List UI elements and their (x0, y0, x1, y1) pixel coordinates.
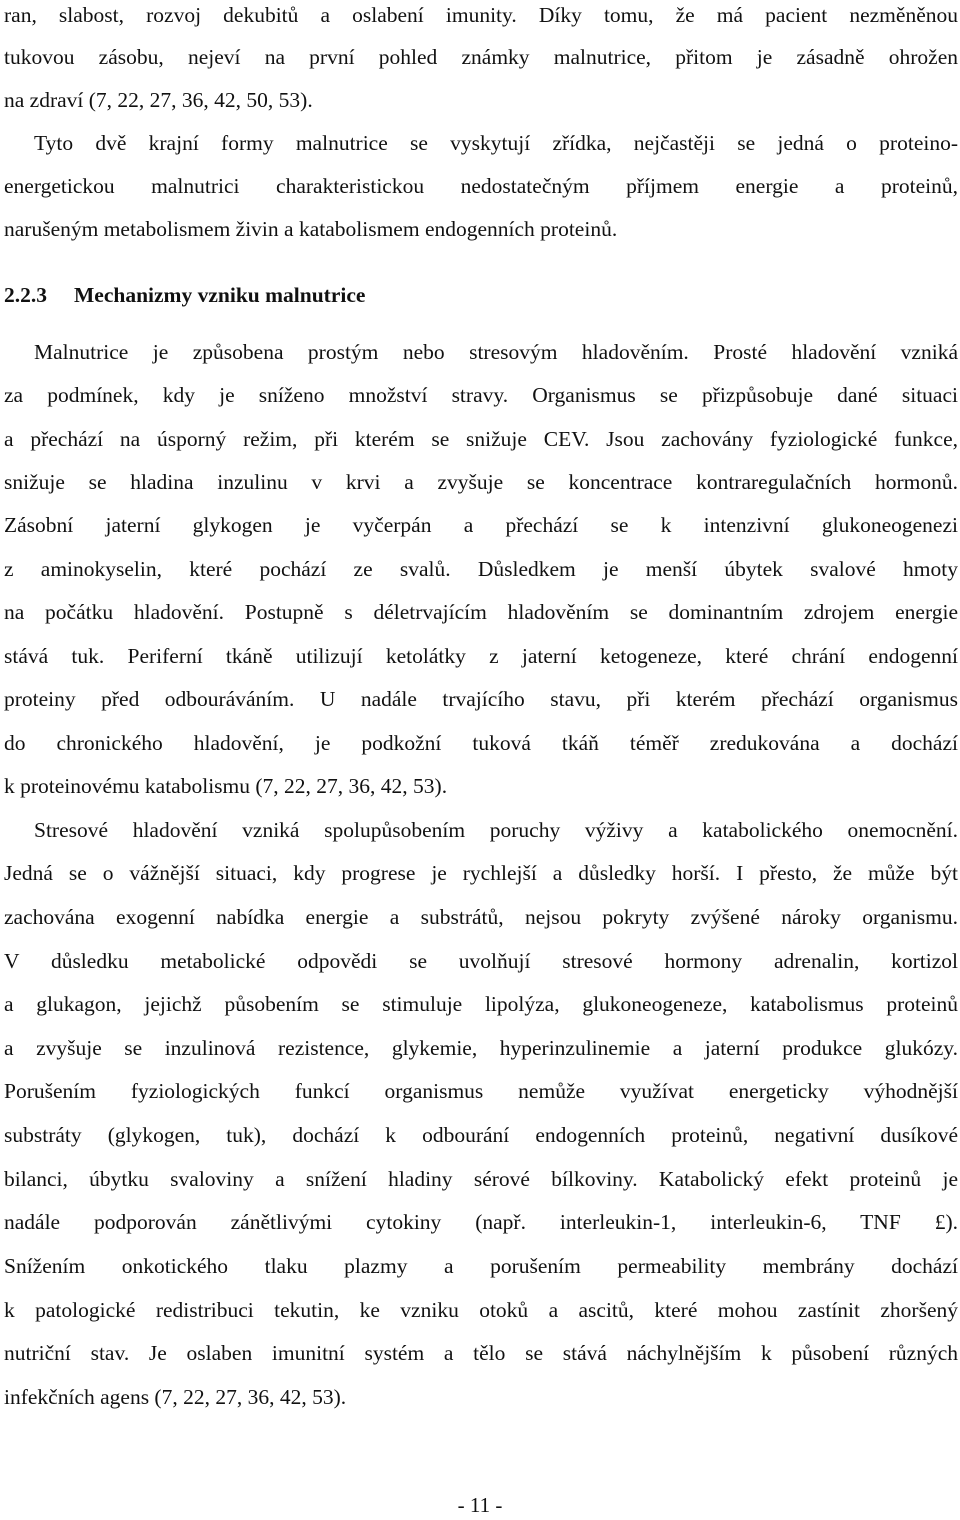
text-line: ran, slabost, rozvoj dekubitů a oslabení imunity. Díky tomu, že má pacient nezměněnou (4, 3, 958, 27)
text-line: a zvyšuje se inzulinová rezistence, glykemie, hyperinzulinemie a jaterní produkce glukózy. (4, 1036, 958, 1060)
page-number: - 11 - (457, 1493, 503, 1517)
text-line: tukovou zásobu, nejeví na první pohled známky malnutrice, přitom je zásadně ohrožen (4, 45, 958, 69)
text-line: infekčních agens (7, 22, 27, 36, 42, 53). (4, 1385, 347, 1409)
text-line: k patologické redistribuci tekutin, ke vzniku otoků a ascitů, které mohou zastínit zhoršený (4, 1298, 958, 1322)
section-title: Mechanizmy vzniku malnutrice (74, 283, 366, 307)
text-line: za podmínek, kdy je sníženo množství stravy. Organismus se přizpůsobuje dané situaci (4, 383, 958, 407)
text-line: Snížením onkotického tlaku plazmy a porušením permeability membrány dochází (4, 1254, 958, 1278)
text-line: narušeným metabolismem živin a katabolismem endogenních proteinů. (4, 217, 618, 241)
section-number: 2.2.3 (4, 283, 47, 307)
text-line: substráty (glykogen, tuk), dochází k odbourání endogenních proteinů, negativní dusíkové (4, 1123, 958, 1147)
text-line: Porušením fyziologických funkcí organismus nemůže využívat energeticky výhodnější (4, 1079, 958, 1103)
text-line: Stresové hladovění vzniká spolupůsobením poruchy výživy a katabolického onemocnění. (34, 818, 958, 842)
text-line: Tyto dvě krajní formy malnutrice se vyskytují zřídka, nejčastěji se jedná o proteino- (34, 131, 958, 155)
text-line: V důsledku metabolické odpovědi se uvolňují stresové hormony adrenalin, kortizol (4, 949, 958, 973)
text-line: a přechází na úsporný režim, při kterém se snižuje CEV. Jsou zachovány fyziologické funkce, (4, 427, 958, 451)
text-line: Zásobní jaterní glykogen je vyčerpán a přechází se k intenzivní glukoneogenezi (4, 513, 958, 537)
text-line: Malnutrice je způsobena prostým nebo stresovým hladověním. Prosté hladovění vzniká (34, 340, 958, 364)
text-line: snižuje se hladina inzulinu v krvi a zvyšuje se koncentrace kontraregulačních hormonů. (4, 470, 958, 494)
text-line: energetickou malnutrici charakteristickou nedostatečným příjmem energie a proteinů, (4, 174, 958, 198)
text-line: na počátku hladovění. Postupně s déletrvajícím hladověním se dominantním zdrojem energie (4, 600, 958, 624)
text-line: a glukagon, jejichž působením se stimuluje lipolýza, glukoneogeneze, katabolismus proteinů (4, 992, 958, 1016)
text-line: stává tuk. Periferní tkáně utilizují ketolátky z jaterní ketogeneze, které chrání endogenní (4, 644, 958, 668)
text-line: k proteinovému katabolismu (7, 22, 27, 36, 42, 53). (4, 774, 448, 798)
text-line: do chronického hladovění, je podkožní tuková tkáň téměř zredukována a dochází (4, 731, 958, 755)
text-line: proteiny před odbouráváním. U nadále trvajícího stavu, při kterém přechází organismus (4, 687, 958, 711)
section-heading (4, 280, 958, 310)
text-line: z aminokyselin, které pochází ze svalů. Důsledkem je menší úbytek svalové hmoty (4, 557, 958, 581)
text-line: nutriční stav. Je oslaben imunitní systém a tělo se stává náchylnějším k působení různých (4, 1341, 958, 1365)
text-line: zachována exogenní nabídka energie a substrátů, nejsou pokryty zvýšené nároky organismu. (4, 905, 958, 929)
text-line: nadále podporován zánětlivými cytokiny (např. interleukin-1, interleukin-6, TNF £). (4, 1210, 958, 1234)
text-line: na zdraví (7, 22, 27, 36, 42, 50, 53). (4, 88, 313, 112)
text-line: bilanci, úbytku svaloviny a snížení hladiny sérové bílkoviny. Katabolický efekt proteinů je (4, 1167, 958, 1191)
text-line: Jedná se o vážnější situaci, kdy progrese je rychlejší a důsledky horší. I přesto, že může být (4, 861, 958, 885)
